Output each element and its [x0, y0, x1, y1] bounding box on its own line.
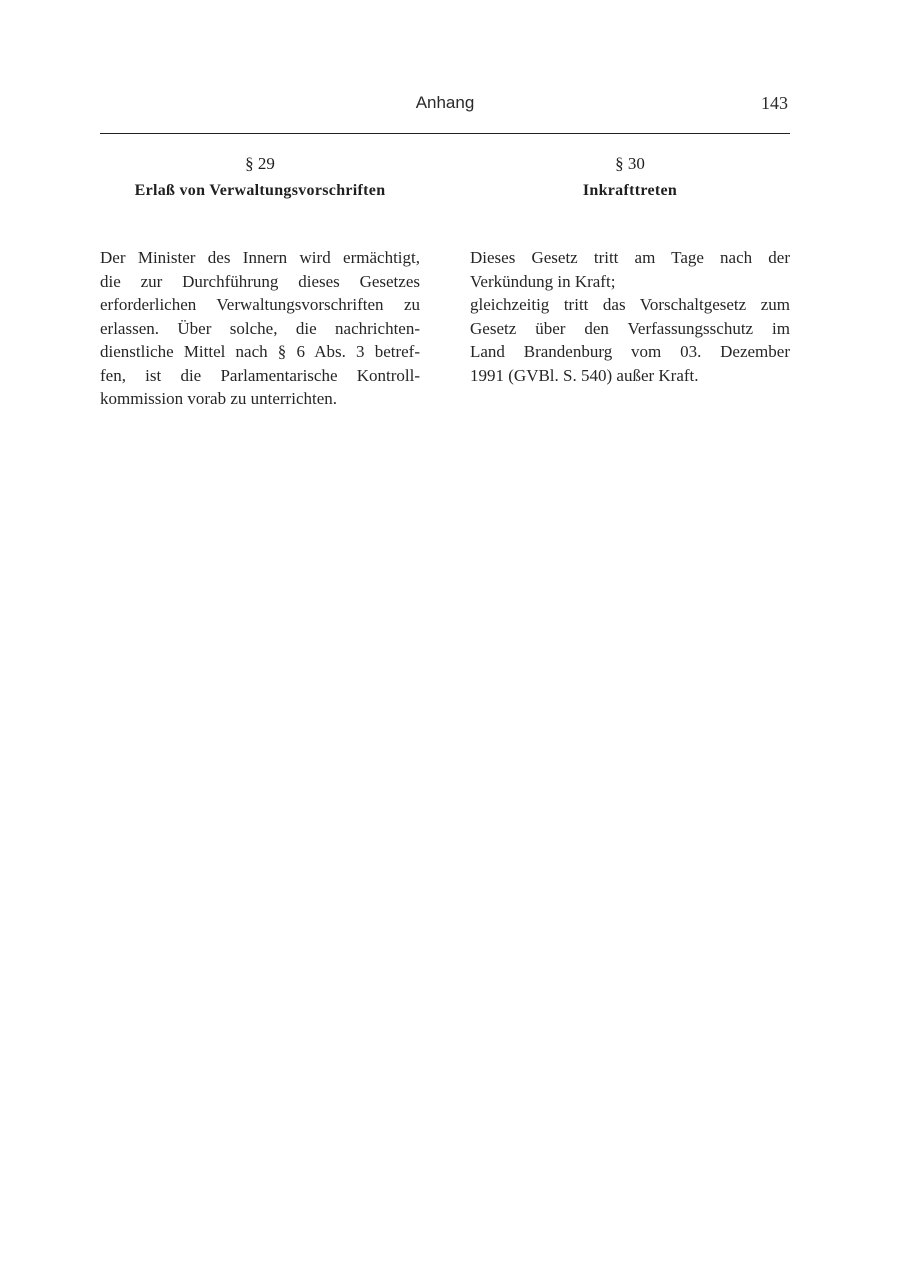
body-line: Dieses Gesetz tritt am Tage nach der [470, 248, 790, 267]
body-line: fen, ist die Parlamentarische Kontroll- [100, 365, 420, 385]
running-header [100, 93, 790, 119]
body-line: 1991 (GVBl. S. 540) außer Kraft. [470, 365, 699, 385]
section-title: Inkrafttreten [582, 182, 678, 199]
body-line: erlassen. Über solche, die nachrichten- [100, 318, 420, 338]
body-line: Gesetz über den Verfassungsschutz im [470, 318, 790, 338]
section-body [100, 246, 420, 411]
body-line: kommission vorab zu unterrichten. [100, 389, 338, 408]
section-number: § 30 [615, 154, 645, 173]
section-body [470, 246, 790, 387]
body-line: erforderlichen Verwaltungsvorschriften zu [100, 295, 420, 314]
body-line: Land Brandenburg vom 03. Dezember [470, 342, 790, 361]
body-line: Der Minister des Innern wird ermächtigt, [100, 248, 420, 267]
section-29 [100, 152, 420, 411]
body-line: die zur Durchführung dieses Gesetzes [100, 271, 420, 291]
body-line: dienstliche Mittel nach § 6 Abs. 3 betref- [100, 342, 420, 361]
section-30 [470, 152, 790, 387]
header-divider [100, 133, 790, 134]
section-title: Erlaß von Verwaltungsvorschriften [134, 182, 386, 199]
section-number: § 29 [245, 154, 275, 173]
running-header-title: Anhang [415, 93, 475, 112]
body-line: Verkündung in Kraft; [470, 271, 616, 291]
body-line: gleichzeitig tritt das Vorschaltgesetz zum [470, 295, 790, 314]
page-number: 143 [761, 93, 788, 113]
